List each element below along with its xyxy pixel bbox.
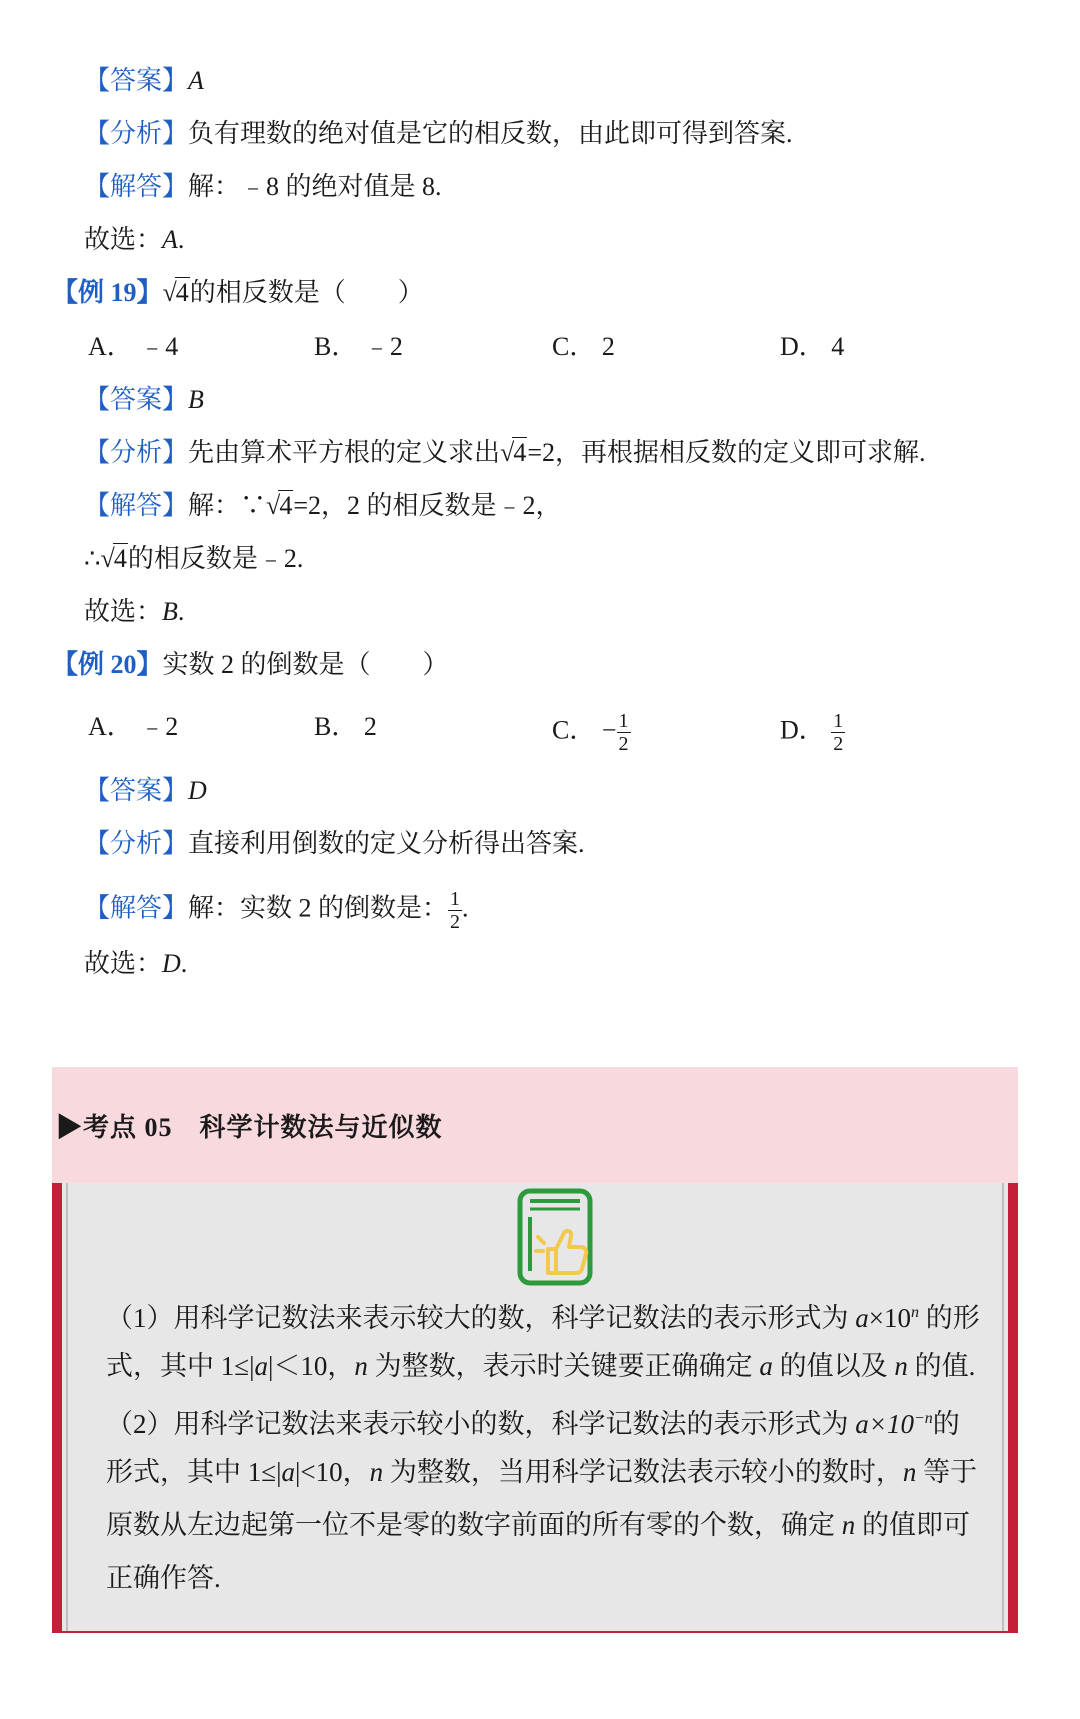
question-stem: 实数 2 的倒数是（ ） bbox=[162, 650, 449, 679]
question-stem: 的相反数是（ ） bbox=[189, 278, 424, 307]
solution-text-b: =2，2 的相反数是﹣2， bbox=[293, 491, 562, 520]
section-title: ▶考点 05 科学计数法与近似数 bbox=[56, 1113, 443, 1142]
analysis-text: 直接利用倒数的定义分析得出答案. bbox=[188, 829, 585, 858]
q20-answer-line bbox=[84, 774, 207, 808]
solution-text: 解：﹣8 的绝对值是 8. bbox=[188, 172, 442, 201]
note-p2-line4: 正确作答. bbox=[106, 1563, 221, 1593]
note-p1-line1: （1）用科学记数法来表示较大的数，科学记数法的表示形式为 $a\times 10^n$ 的形 bbox=[106, 1303, 980, 1333]
answer-tag: 【答案】 bbox=[84, 66, 189, 95]
section-banner bbox=[52, 1067, 1018, 1183]
analysis-tag: 【分析】 bbox=[84, 438, 189, 467]
option-b: B． 2 bbox=[314, 712, 377, 741]
note-box bbox=[52, 1183, 1018, 1633]
solution-tag: 【解答】 bbox=[84, 491, 189, 520]
answer-tag: 【答案】 bbox=[84, 776, 189, 805]
option-c: C． − $\frac{1}{2}$ bbox=[552, 710, 629, 755]
q20-choice-line: 故选：D. bbox=[84, 949, 188, 978]
q19-answer-line bbox=[84, 383, 204, 417]
sqrt-expression: √4 bbox=[500, 438, 527, 467]
answer-tag: 【答案】 bbox=[84, 385, 189, 414]
q18-solution-line bbox=[84, 170, 442, 204]
fraction: $\frac{1}{2}$ bbox=[833, 710, 844, 755]
solution-text-a: 解：∵ bbox=[188, 491, 267, 520]
note-p1-line2: 式，其中 1≤|a|＜10，n 为整数，表示时关键要正确确定 a 的值以及 n 的值. bbox=[106, 1351, 976, 1381]
analysis-text-a: 先由算术平方根的定义求出 bbox=[188, 438, 501, 467]
example-label: 【例 20】 bbox=[52, 650, 163, 679]
q18-choice-line bbox=[84, 223, 184, 257]
choice-end: . bbox=[177, 225, 185, 254]
q19-choice-line: 故选：B. bbox=[84, 597, 185, 626]
option-d: D． 4 bbox=[780, 332, 845, 361]
note-p2-line2: 形式，其中 1≤|a|<10，n 为整数，当用科学记数法表示较小的数时，n 等于 bbox=[106, 1457, 978, 1487]
example-label: 【例 19】 bbox=[52, 278, 163, 307]
analysis-text-b: =2，再根据相反数的定义即可求解. bbox=[527, 438, 926, 467]
therefore-text: 的相反数是﹣2. bbox=[127, 544, 304, 573]
answer-value: A bbox=[188, 66, 204, 95]
q20-stem bbox=[52, 648, 449, 682]
note-p2-line1: （2）用科学记数法来表示较小的数，科学记数法的表示形式为 $a\times 10^{-n}$的 bbox=[106, 1409, 960, 1439]
q18-answer-line bbox=[84, 64, 204, 98]
option-a: A． ﹣2 bbox=[88, 712, 179, 741]
box-inner-border-left bbox=[66, 1183, 68, 1631]
answer-value: D bbox=[188, 776, 207, 805]
q20-solution-line: 【解答】解：实数 2 的倒数是： $\frac{1}{2}$ . bbox=[84, 888, 469, 933]
box-inner-border-right bbox=[1002, 1183, 1004, 1631]
option-d: D． $\frac{1}{2}$ bbox=[780, 710, 844, 755]
option-a: A． ﹣4 bbox=[88, 332, 179, 361]
choice-value: D bbox=[162, 949, 181, 978]
solution-text: 解：实数 2 的倒数是： bbox=[188, 893, 449, 923]
option-c: C． 2 bbox=[552, 332, 615, 361]
option-b: B． ﹣2 bbox=[314, 332, 403, 361]
note-p2-line3: 原数从左边起第一位不是零的数字前面的所有零的个数，确定 n 的值即可 bbox=[106, 1510, 970, 1540]
q19-analysis-line bbox=[84, 436, 925, 470]
choice-value: B bbox=[162, 597, 178, 626]
analysis-tag: 【分析】 bbox=[84, 119, 189, 148]
analysis-tag: 【分析】 bbox=[84, 829, 189, 858]
fraction: $\frac{1}{2}$ bbox=[450, 888, 461, 933]
therefore-symbol: ∴ bbox=[84, 544, 101, 573]
sqrt-expression: √4 bbox=[162, 278, 189, 307]
fraction: $\frac{1}{2}$ bbox=[618, 710, 629, 755]
q19-therefore-line bbox=[84, 542, 303, 576]
sqrt-expression: √4 bbox=[266, 491, 293, 520]
q19-stem bbox=[52, 276, 424, 310]
sqrt-expression: √4 bbox=[100, 544, 127, 573]
radicand: 4 bbox=[175, 278, 189, 307]
answer-value: B bbox=[188, 385, 204, 414]
q20-analysis-line bbox=[84, 827, 585, 861]
q19-solution-line bbox=[84, 489, 561, 523]
solution-tag: 【解答】 bbox=[84, 893, 189, 923]
q18-analysis-line bbox=[84, 117, 793, 151]
solution-tag: 【解答】 bbox=[84, 172, 189, 201]
choice-value: A bbox=[162, 225, 178, 254]
choice-prefix: 故选： bbox=[84, 225, 163, 254]
book-thumbs-up-icon bbox=[514, 1187, 596, 1287]
analysis-text: 负有理数的绝对值是它的相反数，由此即可得到答案. bbox=[188, 119, 793, 148]
